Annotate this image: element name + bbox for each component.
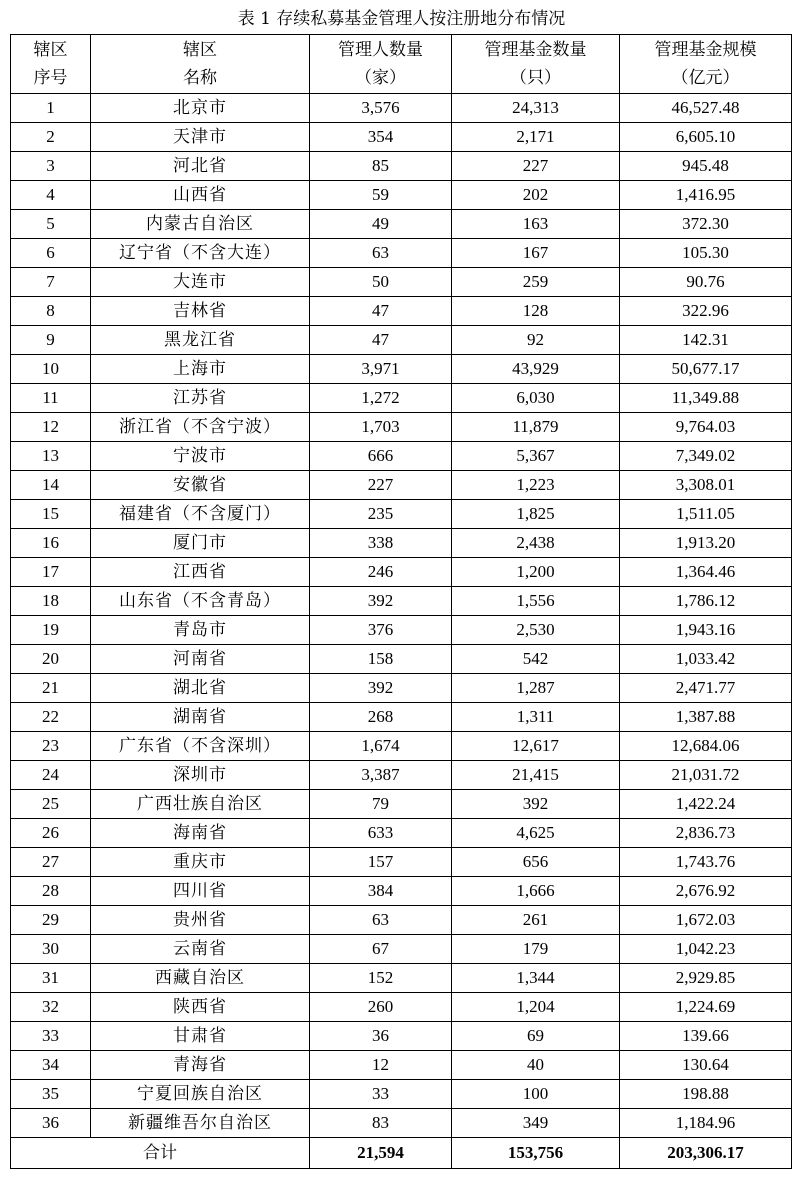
cell-scale: 139.66 [620,1022,792,1051]
table-row [11,152,792,181]
cell-no: 31 [11,964,91,993]
cell-name: 湖北省 [91,674,310,703]
cell-scale: 2,929.85 [620,964,792,993]
cell-managers: 85 [310,152,452,181]
cell-managers: 392 [310,587,452,616]
cell-managers: 666 [310,442,452,471]
total-row [11,1138,792,1169]
cell-no: 17 [11,558,91,587]
header-label: 辖区 [33,40,68,60]
cell-managers: 12 [310,1051,452,1080]
table-row [11,1080,792,1109]
cell-funds: 1,666 [452,877,620,906]
table-row [11,123,792,152]
table-row [11,1051,792,1080]
cell-funds: 43,929 [452,355,620,384]
cell-name: 西藏自治区 [91,964,310,993]
cell-scale: 6,605.10 [620,123,792,152]
table-row [11,819,792,848]
cell-no: 3 [11,152,91,181]
cell-managers: 79 [310,790,452,819]
cell-no: 5 [11,210,91,239]
cell-funds: 69 [452,1022,620,1051]
cell-scale: 945.48 [620,152,792,181]
header-label: 管理基金规模 [654,40,757,60]
cell-funds: 6,030 [452,384,620,413]
cell-funds: 1,223 [452,471,620,500]
header-label: 管理人数量 [338,40,423,60]
header-row [11,35,792,94]
cell-no: 22 [11,703,91,732]
cell-no: 7 [11,268,91,297]
cell-funds: 202 [452,181,620,210]
table-row [11,848,792,877]
table-row [11,674,792,703]
cell-managers: 3,576 [310,94,452,123]
header-cell-no [11,35,91,94]
table-row [11,529,792,558]
cell-managers: 158 [310,645,452,674]
cell-scale: 50,677.17 [620,355,792,384]
cell-name: 湖南省 [91,703,310,732]
table-row [11,645,792,674]
header-label: （家） [355,68,406,88]
header-cell-funds [452,35,620,94]
table-row [11,732,792,761]
table-row [11,94,792,123]
cell-name: 重庆市 [91,848,310,877]
cell-scale: 1,943.16 [620,616,792,645]
cell-no: 20 [11,645,91,674]
cell-name: 青岛市 [91,616,310,645]
cell-no: 27 [11,848,91,877]
cell-funds: 1,287 [452,674,620,703]
cell-name: 宁波市 [91,442,310,471]
table-row [11,1109,792,1138]
cell-name: 福建省（不含厦门） [91,500,310,529]
cell-name: 江苏省 [91,384,310,413]
cell-scale: 3,308.01 [620,471,792,500]
cell-no: 2 [11,123,91,152]
cell-funds: 179 [452,935,620,964]
cell-scale: 2,836.73 [620,819,792,848]
cell-scale: 130.64 [620,1051,792,1080]
total-scale: 203,306.17 [620,1138,792,1169]
cell-name: 上海市 [91,355,310,384]
cell-managers: 63 [310,906,452,935]
cell-funds: 92 [452,326,620,355]
cell-no: 26 [11,819,91,848]
cell-name: 青海省 [91,1051,310,1080]
cell-managers: 83 [310,1109,452,1138]
distribution-table [10,34,792,1169]
cell-managers: 3,971 [310,355,452,384]
cell-scale: 1,224.69 [620,993,792,1022]
table-row [11,297,792,326]
cell-managers: 67 [310,935,452,964]
cell-funds: 656 [452,848,620,877]
cell-scale: 1,042.23 [620,935,792,964]
cell-name: 四川省 [91,877,310,906]
table-row [11,181,792,210]
cell-funds: 261 [452,906,620,935]
cell-name: 甘肃省 [91,1022,310,1051]
table-row [11,993,792,1022]
cell-funds: 349 [452,1109,620,1138]
cell-no: 10 [11,355,91,384]
cell-managers: 59 [310,181,452,210]
table-row [11,877,792,906]
cell-no: 13 [11,442,91,471]
cell-scale: 1,387.88 [620,703,792,732]
cell-funds: 1,825 [452,500,620,529]
cell-managers: 235 [310,500,452,529]
cell-scale: 90.76 [620,268,792,297]
cell-name: 广西壮族自治区 [91,790,310,819]
cell-no: 35 [11,1080,91,1109]
cell-name: 新疆维吾尔自治区 [91,1109,310,1138]
total-funds: 153,756 [452,1138,620,1169]
cell-name: 海南省 [91,819,310,848]
cell-managers: 376 [310,616,452,645]
table-row [11,326,792,355]
header-cell-scale [620,35,792,94]
cell-managers: 3,387 [310,761,452,790]
cell-name: 山东省（不含青岛） [91,587,310,616]
cell-scale: 198.88 [620,1080,792,1109]
table-row [11,935,792,964]
cell-managers: 338 [310,529,452,558]
cell-no: 29 [11,906,91,935]
cell-funds: 227 [452,152,620,181]
cell-funds: 1,311 [452,703,620,732]
cell-name: 云南省 [91,935,310,964]
table-row [11,355,792,384]
cell-managers: 50 [310,268,452,297]
cell-funds: 5,367 [452,442,620,471]
cell-managers: 246 [310,558,452,587]
table-row [11,500,792,529]
cell-funds: 1,344 [452,964,620,993]
cell-funds: 259 [452,268,620,297]
cell-scale: 2,471.77 [620,674,792,703]
header-label: 管理基金数量 [484,40,587,60]
header-label: 序号 [33,68,68,88]
cell-scale: 46,527.48 [620,94,792,123]
cell-name: 大连市 [91,268,310,297]
cell-managers: 47 [310,326,452,355]
header-label: （只） [510,68,561,88]
cell-funds: 167 [452,239,620,268]
cell-name: 陕西省 [91,993,310,1022]
header-cell-name [91,35,310,94]
cell-managers: 354 [310,123,452,152]
cell-name: 河南省 [91,645,310,674]
cell-scale: 9,764.03 [620,413,792,442]
cell-managers: 157 [310,848,452,877]
table-row [11,1022,792,1051]
cell-no: 24 [11,761,91,790]
cell-funds: 1,204 [452,993,620,1022]
cell-scale: 11,349.88 [620,384,792,413]
cell-name: 安徽省 [91,471,310,500]
cell-no: 32 [11,993,91,1022]
cell-no: 30 [11,935,91,964]
cell-no: 11 [11,384,91,413]
cell-funds: 542 [452,645,620,674]
cell-scale: 1,786.12 [620,587,792,616]
cell-funds: 11,879 [452,413,620,442]
cell-funds: 21,415 [452,761,620,790]
cell-funds: 392 [452,790,620,819]
cell-name: 江西省 [91,558,310,587]
cell-no: 36 [11,1109,91,1138]
cell-scale: 21,031.72 [620,761,792,790]
cell-managers: 36 [310,1022,452,1051]
cell-scale: 1,364.46 [620,558,792,587]
cell-funds: 2,438 [452,529,620,558]
cell-funds: 163 [452,210,620,239]
cell-no: 14 [11,471,91,500]
cell-scale: 1,913.20 [620,529,792,558]
cell-managers: 49 [310,210,452,239]
cell-scale: 142.31 [620,326,792,355]
cell-scale: 372.30 [620,210,792,239]
cell-funds: 100 [452,1080,620,1109]
cell-scale: 1,422.24 [620,790,792,819]
cell-no: 21 [11,674,91,703]
table-row [11,906,792,935]
table-row [11,761,792,790]
cell-no: 33 [11,1022,91,1051]
table-row [11,616,792,645]
cell-name: 黑龙江省 [91,326,310,355]
cell-scale: 12,684.06 [620,732,792,761]
cell-scale: 1,511.05 [620,500,792,529]
cell-funds: 2,171 [452,123,620,152]
cell-managers: 268 [310,703,452,732]
cell-no: 1 [11,94,91,123]
table-row [11,587,792,616]
cell-funds: 4,625 [452,819,620,848]
cell-funds: 1,200 [452,558,620,587]
cell-funds: 24,313 [452,94,620,123]
cell-scale: 7,349.02 [620,442,792,471]
cell-scale: 1,416.95 [620,181,792,210]
cell-scale: 1,033.42 [620,645,792,674]
table-row [11,964,792,993]
cell-managers: 63 [310,239,452,268]
cell-name: 辽宁省（不含大连） [91,239,310,268]
cell-no: 6 [11,239,91,268]
table-row [11,471,792,500]
cell-no: 15 [11,500,91,529]
cell-managers: 152 [310,964,452,993]
cell-no: 16 [11,529,91,558]
table-title: 表 1 存续私募基金管理人按注册地分布情况 [237,9,566,29]
cell-no: 8 [11,297,91,326]
cell-name: 厦门市 [91,529,310,558]
cell-name: 内蒙古自治区 [91,210,310,239]
cell-no: 23 [11,732,91,761]
cell-funds: 2,530 [452,616,620,645]
cell-scale: 1,184.96 [620,1109,792,1138]
cell-scale: 1,672.03 [620,906,792,935]
cell-name: 浙江省（不含宁波） [91,413,310,442]
cell-no: 19 [11,616,91,645]
cell-managers: 1,272 [310,384,452,413]
cell-name: 宁夏回族自治区 [91,1080,310,1109]
cell-scale: 105.30 [620,239,792,268]
table-row [11,413,792,442]
table-row [11,442,792,471]
cell-name: 贵州省 [91,906,310,935]
cell-managers: 1,674 [310,732,452,761]
table-row [11,703,792,732]
cell-managers: 227 [310,471,452,500]
cell-no: 4 [11,181,91,210]
cell-scale: 1,743.76 [620,848,792,877]
cell-funds: 12,617 [452,732,620,761]
cell-name: 北京市 [91,94,310,123]
cell-managers: 633 [310,819,452,848]
cell-no: 34 [11,1051,91,1080]
header-label: 名称 [183,68,217,88]
header-label: （亿元） [671,68,740,88]
cell-funds: 40 [452,1051,620,1080]
cell-funds: 1,556 [452,587,620,616]
cell-managers: 1,703 [310,413,452,442]
cell-name: 山西省 [91,181,310,210]
table-row [11,210,792,239]
cell-scale: 322.96 [620,297,792,326]
total-managers: 21,594 [310,1138,452,1169]
cell-name: 河北省 [91,152,310,181]
cell-managers: 260 [310,993,452,1022]
cell-no: 9 [11,326,91,355]
cell-managers: 392 [310,674,452,703]
header-label: 辖区 [183,40,217,60]
cell-name: 深圳市 [91,761,310,790]
table-row [11,790,792,819]
table-row [11,558,792,587]
cell-managers: 33 [310,1080,452,1109]
cell-managers: 47 [310,297,452,326]
table-row [11,239,792,268]
cell-managers: 384 [310,877,452,906]
table-row [11,268,792,297]
cell-name: 广东省（不含深圳） [91,732,310,761]
cell-name: 吉林省 [91,297,310,326]
cell-name: 天津市 [91,123,310,152]
header-cell-managers [310,35,452,94]
total-label: 合计 [11,1138,310,1169]
cell-funds: 128 [452,297,620,326]
table-row [11,384,792,413]
cell-no: 28 [11,877,91,906]
cell-no: 12 [11,413,91,442]
cell-no: 18 [11,587,91,616]
cell-no: 25 [11,790,91,819]
cell-scale: 2,676.92 [620,877,792,906]
